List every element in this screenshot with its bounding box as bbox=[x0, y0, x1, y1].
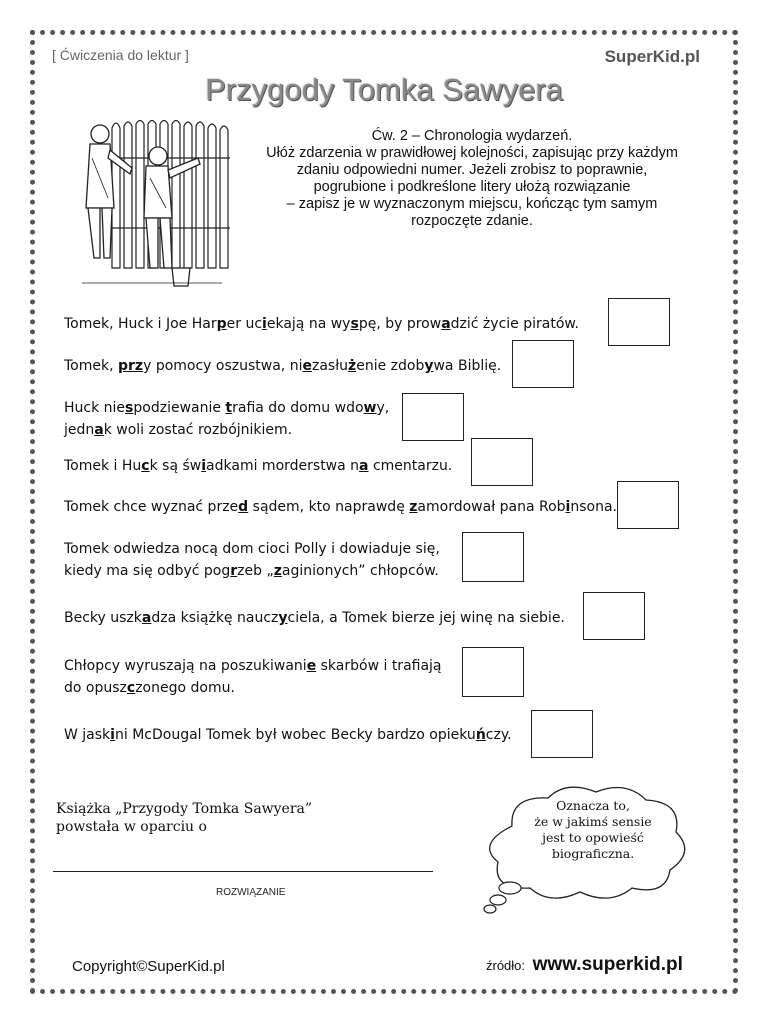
answer-line[interactable] bbox=[53, 871, 433, 872]
event-2 bbox=[64, 355, 501, 377]
instruction-line: pogrubione i podkreślone litery ułożą rozwiązanie bbox=[313, 179, 631, 195]
instruction-line: – zapisz je w wyznaczonym miejscu, kończąc tym samym bbox=[286, 196, 658, 212]
event-line bbox=[64, 560, 440, 582]
hint-letter: ń bbox=[475, 727, 486, 743]
event-line bbox=[64, 496, 617, 518]
answer-box-8[interactable] bbox=[462, 647, 524, 697]
event-line bbox=[64, 724, 512, 746]
answer-box-1[interactable] bbox=[608, 298, 670, 346]
answer-label: ROZWIĄZANIE bbox=[216, 887, 286, 898]
hint-letter: c bbox=[126, 680, 136, 696]
hint-letter: i bbox=[110, 727, 115, 743]
sentence-text: ekają na wy bbox=[266, 316, 351, 332]
sentence-text: aginionych” chłopców. bbox=[281, 563, 439, 579]
instruction-line: zdaniu odpowiedni numer. Jeżeli zrobisz to poprawnie, bbox=[296, 162, 648, 178]
instruction-line: rozpoczęte zdanie. bbox=[411, 213, 533, 229]
hint-letter: y bbox=[278, 610, 288, 626]
sentence-text: W jask bbox=[64, 727, 111, 743]
event-7 bbox=[64, 607, 565, 629]
event-line bbox=[64, 355, 501, 377]
sentence-text: er uc bbox=[226, 316, 263, 332]
hint-letter: i bbox=[262, 316, 267, 332]
page-title: Przygody Tomka Sawyera bbox=[205, 72, 563, 107]
sentence-text: jedn bbox=[64, 422, 95, 438]
sentence-text: zeb „ bbox=[237, 563, 274, 579]
answer-box-6[interactable] bbox=[462, 532, 524, 582]
sentence-text: Tomek odwiedza nocą dom cioci Polly i dowiaduje się, bbox=[64, 541, 440, 557]
event-5 bbox=[64, 496, 617, 518]
event-6 bbox=[64, 538, 440, 582]
sentence-text: Tomek i Hu bbox=[64, 458, 142, 474]
hint-letter: w bbox=[363, 400, 377, 416]
answer-box-5[interactable] bbox=[617, 481, 679, 529]
event-line bbox=[64, 538, 440, 560]
event-line bbox=[64, 455, 452, 477]
sentence-text: amordował pana Rob bbox=[417, 499, 566, 515]
sentence-text: adkami morderstwa n bbox=[206, 458, 360, 474]
hint-letter: prz bbox=[118, 358, 144, 374]
instruction-line: Ćw. 2 – Chronologia wydarzeń. bbox=[371, 128, 573, 144]
hint-letter: i bbox=[201, 458, 207, 474]
hint-letter: s bbox=[125, 400, 134, 416]
sentence-text: Chłopcy wyruszają na poszukiwani bbox=[64, 658, 307, 674]
answer-box-9[interactable] bbox=[531, 710, 593, 758]
event-1 bbox=[64, 313, 579, 335]
hint-letter: a bbox=[441, 316, 451, 332]
hint-letter: y bbox=[424, 358, 434, 374]
hint-letter: ż bbox=[348, 358, 357, 374]
hint-letter: z bbox=[273, 563, 282, 579]
sentence-text: Huck nie bbox=[64, 400, 126, 416]
event-line bbox=[64, 677, 442, 699]
solution-sentence bbox=[56, 800, 312, 836]
hint-letter: z bbox=[409, 499, 418, 515]
source-link[interactable]: www.superkid.pl bbox=[532, 954, 683, 975]
cloud-text bbox=[518, 798, 668, 862]
event-4 bbox=[64, 455, 452, 477]
sentence-text: wa Biblię. bbox=[433, 358, 502, 374]
cloud-line: Oznacza to, bbox=[556, 798, 630, 813]
hint-letter: a bbox=[359, 458, 369, 474]
sentence-text: sądem, kto naprawdę bbox=[248, 499, 410, 515]
sentence-text: ciela, a Tomek bierze jej winę na siebie. bbox=[287, 610, 565, 626]
cloud-line: biograficzna. bbox=[551, 846, 635, 861]
sentence-text: dza książkę naucz bbox=[151, 610, 279, 626]
sentence-text: kiedy ma się odbyć pog bbox=[64, 563, 231, 579]
sentence-text: dzić życie piratów. bbox=[450, 316, 579, 332]
hint-letter: a bbox=[94, 422, 104, 438]
solution-line-1: Książka „Przygody Tomka Sawyera” bbox=[56, 801, 313, 817]
hint-letter: i bbox=[565, 499, 571, 515]
sentence-text: y, bbox=[376, 400, 390, 416]
answer-box-4[interactable] bbox=[471, 438, 533, 486]
event-line bbox=[64, 397, 389, 419]
sentence-text: ni McDougal Tomek był wobec Becky bardzo opieku bbox=[114, 727, 476, 743]
event-line bbox=[64, 419, 389, 441]
sentence-text: Tomek chce wyznać prze bbox=[64, 499, 239, 515]
sentence-text: podziewanie bbox=[133, 400, 226, 416]
brand-logo: SuperKid.pl bbox=[604, 47, 700, 66]
hint-letter: p bbox=[216, 316, 227, 332]
copyright: Copyright©SuperKid.pl bbox=[72, 958, 225, 975]
solution-line-2: powstała w oparciu o bbox=[56, 819, 207, 835]
instruction-line: Ułóż zdarzenia w prawidłowej kolejności, zapisując przy każdym bbox=[266, 145, 678, 161]
sentence-text: do opusz bbox=[64, 680, 127, 696]
source bbox=[486, 954, 683, 976]
hint-letter: c bbox=[141, 458, 150, 474]
answer-box-2[interactable] bbox=[512, 340, 574, 388]
hint-letter: r bbox=[230, 563, 238, 579]
sentence-text: rafia do domu wdo bbox=[232, 400, 364, 416]
event-8 bbox=[64, 655, 442, 699]
sentence-text: k są św bbox=[149, 458, 202, 474]
sentence-text: y pomocy oszustwa, ni bbox=[143, 358, 303, 374]
event-9 bbox=[64, 724, 512, 746]
sentence-text: k woli zostać rozbójnikiem. bbox=[103, 422, 293, 438]
sentence-text: zasłu bbox=[311, 358, 349, 374]
instructions bbox=[232, 128, 712, 230]
sentence-text: Tomek, Huck i Joe Har bbox=[64, 316, 217, 332]
sentence-text: Tomek, bbox=[64, 358, 118, 374]
sentence-text: cmentarzu. bbox=[368, 458, 453, 474]
tom-sawyer-fence-illustration bbox=[72, 118, 240, 296]
answer-box-3[interactable] bbox=[402, 393, 464, 441]
cloud-line: że w jakimś sensie bbox=[534, 814, 652, 829]
section-label: [ Ćwiczenia do lektur ] bbox=[52, 47, 189, 63]
event-line bbox=[64, 607, 565, 629]
hint-letter: e bbox=[302, 358, 312, 374]
sentence-text: enie zdob bbox=[356, 358, 425, 374]
sentence-text: Becky uszk bbox=[64, 610, 142, 626]
sentence-text: skarbów i trafiają bbox=[316, 658, 442, 674]
event-3 bbox=[64, 397, 389, 441]
sentence-text: nsona. bbox=[570, 499, 617, 515]
hint-letter: a bbox=[141, 610, 152, 626]
event-line bbox=[64, 655, 442, 677]
hint-letter: e bbox=[306, 658, 317, 674]
answer-box-7[interactable] bbox=[583, 592, 645, 640]
source-label: źródło: bbox=[486, 958, 526, 973]
hint-letter: t bbox=[225, 400, 233, 416]
hint-letter: d bbox=[238, 499, 249, 515]
sentence-text: pę, by prow bbox=[358, 316, 442, 332]
event-line bbox=[64, 313, 579, 335]
hint-letter: s bbox=[350, 316, 359, 332]
cloud-line: jest to opowieść bbox=[542, 830, 644, 845]
sentence-text: zonego domu. bbox=[135, 680, 235, 696]
sentence-text: czy. bbox=[485, 727, 512, 743]
